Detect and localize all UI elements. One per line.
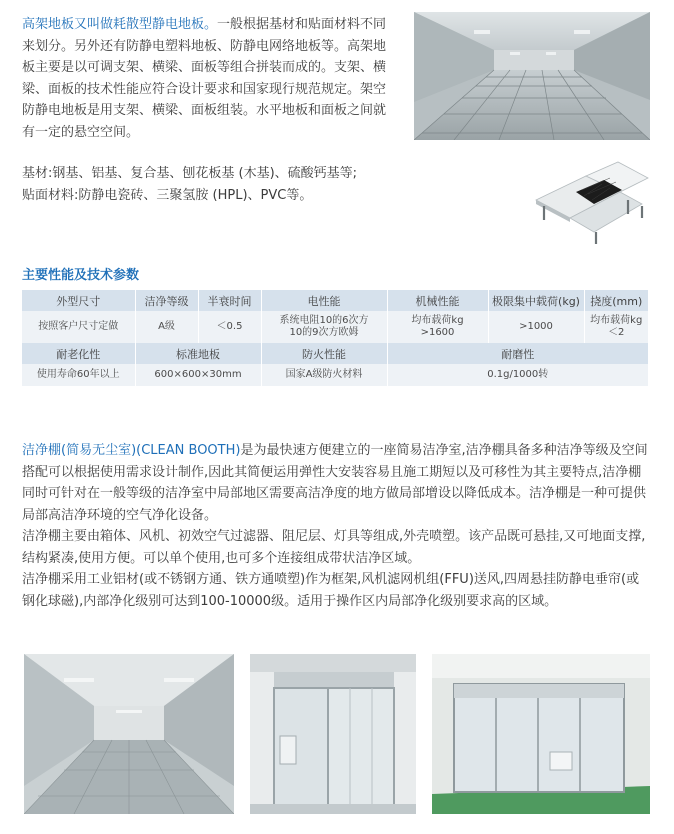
header-deflection: 挠度(mm) — [584, 290, 648, 311]
spec-header-row-1 — [22, 290, 648, 311]
header-clean-grade: 洁净等级 — [135, 290, 198, 311]
value-fire: 国家A级防火材料 — [261, 364, 387, 386]
value-ultimate-load: >1000 — [488, 311, 584, 343]
booth-paragraph-1 — [22, 440, 652, 526]
clean-booth-unit-photo — [250, 654, 416, 814]
header-mechanical: 机械性能 — [387, 290, 488, 311]
header-fire: 防火性能 — [261, 343, 387, 364]
value-electric: 系统电阻10的6次方 10的9次方欧姆 — [261, 311, 387, 343]
value-half-life: ＜0.5 — [198, 311, 261, 343]
header-wear: 耐磨性 — [387, 343, 648, 364]
clean-room-corridor-photo — [24, 654, 234, 814]
header-standard: 标准地板 — [135, 343, 261, 364]
header-size: 外型尺寸 — [22, 290, 135, 311]
header-electric: 电性能 — [261, 290, 387, 311]
intro-paragraph-rest: 一般根据基材和贴面材料不同来划分。另外还有防静电塑料地板、防静电网络地板等。高架地板主要是以可调支架、横梁、面板等组合拼装而成的。支架、横梁、面板的技术性能应符合设计要求和国家现行规范规定。架空防静电地板是用支架、横梁、面板组装。水平地板和面板之间就有一定的悬空空间。 — [22, 17, 387, 140]
value-aging: 使用寿命60年以上 — [22, 364, 135, 386]
booth-paragraph-3: 洁净棚采用工业铝材(或不锈钢方通、铁方通喷塑)作为框架,风机滤网机组(FFU)送风,四周悬挂防静电垂帘(或钢化球磁),内部净化级别可达到100-10000级。适用于操作区内局部净化级别要求高的区域。 — [22, 572, 640, 609]
booth-paragraph-2: 洁净棚主要由箱体、风机、初效空气过滤器、阻尼层、灯具等组成,外壳喷塑。该产品既可悬挂,又可地面支撑,结构紧凑,使用方便。可以单个使用,也可多个连接组成带状洁净区域。 — [22, 529, 646, 566]
intro-text — [22, 14, 392, 206]
value-mechanical: 均布载荷kg >1600 — [387, 311, 488, 343]
header-aging: 耐老化性 — [22, 343, 135, 364]
value-standard: 600×600×30mm — [135, 364, 261, 386]
intro-paragraph — [22, 14, 392, 143]
value-deflection: 均布载荷kg ＜2 — [584, 311, 648, 343]
value-wear: 0.1g/1000转 — [387, 364, 648, 386]
header-half-life: 半衰时间 — [198, 290, 261, 311]
clean-booth-text — [22, 440, 652, 612]
spec-value-row-1 — [22, 311, 648, 343]
spec-header-row-2 — [22, 343, 648, 364]
booth-highlight: 洁净棚(简易无尘室)(CLEAN BOOTH) — [22, 443, 241, 458]
clean-booth-room-photo — [432, 654, 650, 814]
raised-floor-room-photo — [414, 12, 650, 140]
booth-paragraph-1-rest: 是为最快速方便建立的一座简易洁净室,洁净棚具备多种洁净等级及空间搭配可以根据使用需求设计制作,因此其简便运用弹性大安装容易且施工期短以及可移性为其主要特点,洁净棚同时可针对在一般等级的洁净室中局部地区需要高洁净度的地方做局部增设以降低成本。洁净棚是一种可提供局部高洁净环境的空气净化设备。 — [22, 443, 648, 523]
surface-materials: 贴面材料:防静电瓷砖、三聚氢胺 (HPL)、PVC等。 — [22, 187, 313, 203]
spec-section-title: 主要性能及技术参数 — [22, 268, 140, 283]
value-size: 按照客户尺寸定做 — [22, 311, 135, 343]
header-ultimate-load: 极限集中载荷(kg) — [488, 290, 584, 311]
base-materials: 基材:钢基、铝基、复合基、刨花板基 (木基)、硫酸钙基等; — [22, 166, 358, 181]
intro-highlight: 高架地板又叫做耗散型静电地板。 — [22, 17, 218, 32]
spec-value-row-2 — [22, 364, 648, 386]
spec-table — [22, 290, 648, 386]
floor-panel-module-photo — [524, 152, 654, 248]
value-clean-grade: A级 — [135, 311, 198, 343]
